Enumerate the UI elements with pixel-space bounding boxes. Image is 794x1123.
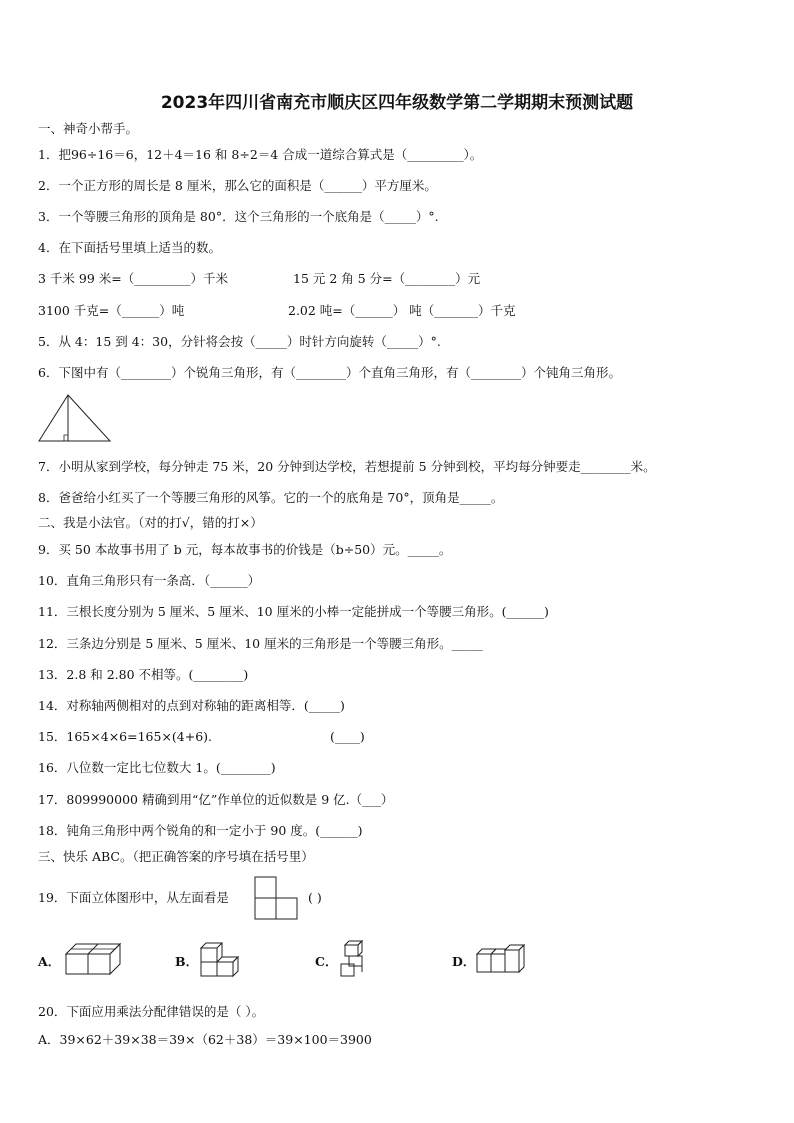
question-4b: 15 元 2 角 5 分=（________）元 bbox=[293, 271, 481, 286]
question-16: 16．八位数一定比七位数大 1。(________) bbox=[38, 760, 276, 775]
question-13: 13．2.8 和 2.80 不相等。(________) bbox=[38, 667, 249, 682]
question-2: 2．一个正方形的周长是 8 厘米，那么它的面积是（______）平方厘米。 bbox=[38, 178, 437, 193]
question-5: 5．从 4：15 到 4：30，分针将会按（_____）时针方向旋转（_____）°. bbox=[38, 334, 441, 349]
page-title: 2023年四川省南充市顺庆区四年级数学第二学期期末预测试题 bbox=[160, 93, 634, 113]
question-4a: 3 千米 99 米=（_________）千米 bbox=[38, 271, 229, 286]
question-7: 7．小明从家到学校，每分钟走 75 米，20 分钟到达学校，若想提前 5 分钟到校，平均每分钟要走________米。 bbox=[38, 459, 656, 474]
option-a-label: A． bbox=[38, 954, 61, 969]
question-1: 1．把96÷16＝6，12＋4＝16 和 8÷2＝4 合成一道综合算式是（_________）。 bbox=[38, 147, 483, 162]
question-12: 12．三条边分别是 5 厘米、5 厘米、10 厘米的三角形是一个等腰三角形。_____ bbox=[38, 636, 483, 651]
question-10: 10．直角三角形只有一条高．（______） bbox=[38, 573, 261, 588]
question-18: 18．钝角三角形中两个锐角的和一定小于 90 度。(______) bbox=[38, 823, 363, 838]
section-heading-1: 一、神奇小帮手。 bbox=[38, 121, 139, 136]
option-d-label: D． bbox=[452, 954, 476, 969]
question-19: 19．下面立体图形中，从左面看是 bbox=[38, 890, 229, 905]
option-b-label: B． bbox=[175, 954, 199, 969]
question-15: 15．165×4×6=165×(4+6). bbox=[38, 729, 213, 744]
question-17: 17．809990000 精确到用“亿”作单位的近似数是 9 亿.（___） bbox=[38, 792, 394, 807]
section-heading-3: 三、快乐 ABC。（把正确答案的序号填在括号里） bbox=[38, 849, 314, 864]
option-b-cubes bbox=[198, 940, 242, 978]
question-20: 20．下面应用乘法分配律错误的是（ ）。 bbox=[38, 1004, 265, 1019]
section-heading-2: 二、我是小法官。（对的打√，错的打×） bbox=[38, 515, 263, 530]
question-11: 11．三根长度分别为 5 厘米、5 厘米、10 厘米的小棒一定能拼成一个等腰三角形。(______) bbox=[38, 604, 549, 619]
question-4: 4．在下面括号里填上适当的数。 bbox=[38, 240, 221, 255]
question-4d: 2.02 吨=（______） 吨（_______）千克 bbox=[288, 303, 516, 318]
option-d-cubes bbox=[474, 942, 534, 974]
triangle-figure bbox=[38, 393, 112, 443]
question-9: 9．买 50 本故事书用了 b 元，每本故事书的价钱是（b÷50）元。_____。 bbox=[38, 542, 452, 557]
option-c-cubes bbox=[338, 938, 366, 978]
question-14: 14．对称轴两侧相对的点到对称轴的距离相等．(_____) bbox=[38, 698, 345, 713]
question-4c: 3100 千克=（______）吨 bbox=[38, 303, 185, 318]
question-15-answer: (____) bbox=[330, 729, 365, 744]
option-a-cubes bbox=[64, 940, 122, 976]
left-view-figure bbox=[254, 876, 300, 920]
question-8: 8．爸爸给小红买了一个等腰三角形的风筝。它的一个的底角是 70°，顶角是_____。 bbox=[38, 490, 504, 505]
question-19-answer: ( ) bbox=[308, 890, 322, 905]
question-6: 6．下图中有（________）个锐角三角形，有（________）个直角三角形，有（________）个钝角三角形。 bbox=[38, 365, 621, 380]
question-3: 3．一个等腰三角形的顶角是 80°．这个三角形的一个底角是（_____）°. bbox=[38, 209, 439, 224]
question-20-option-a: A．39×62＋39×38＝39×（62＋38）＝39×100＝3900 bbox=[38, 1032, 372, 1047]
option-c-label: C． bbox=[315, 954, 338, 969]
